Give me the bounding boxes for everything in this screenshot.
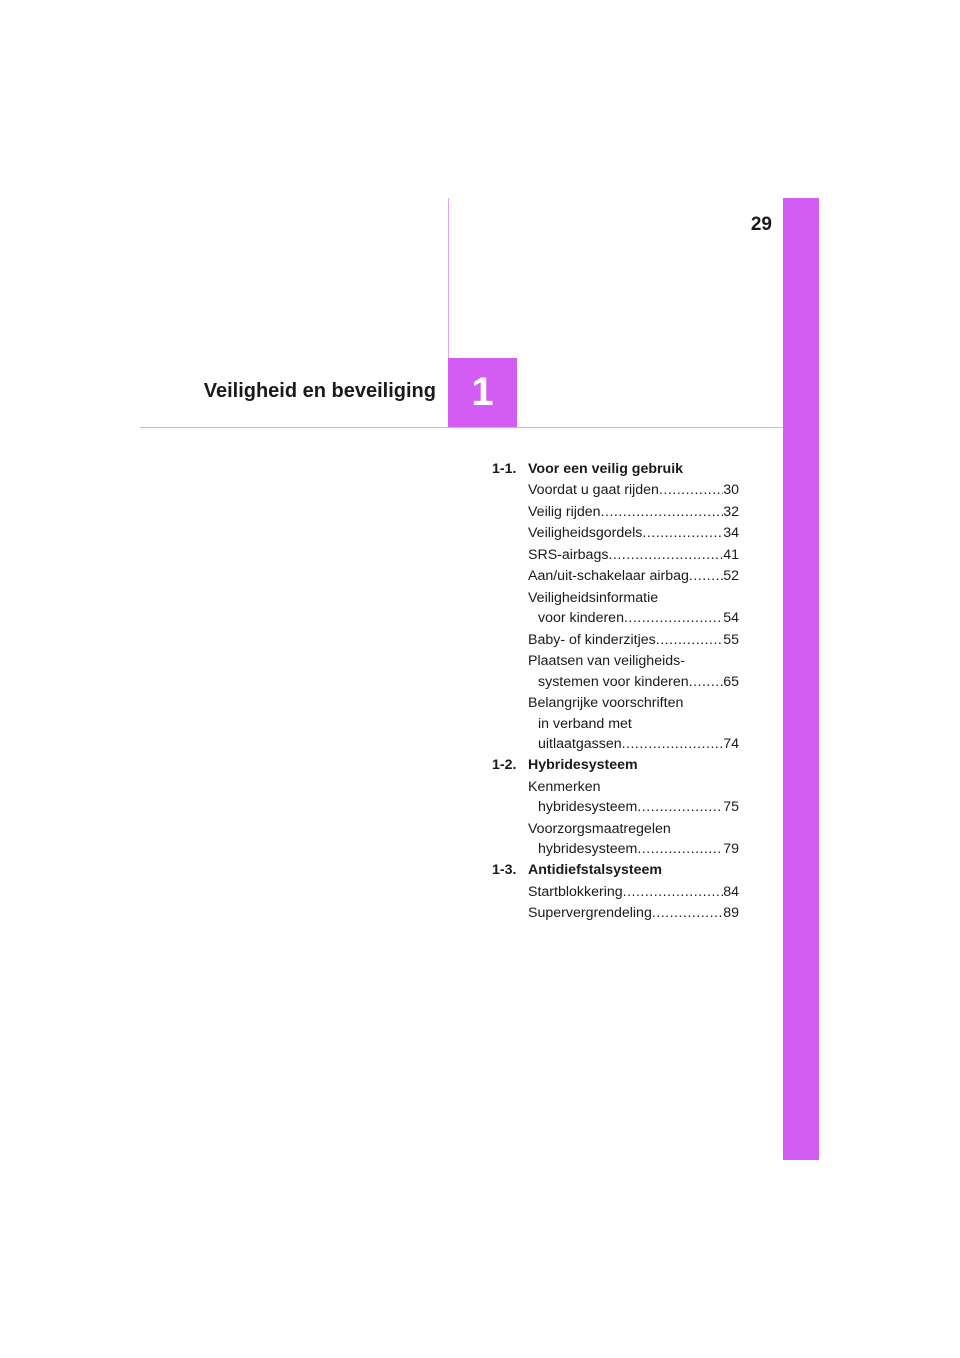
- toc-section-title: Antidiefstalsysteem: [528, 862, 663, 878]
- page-number: 29: [750, 214, 772, 235]
- toc-entry[interactable]: [528, 903, 739, 924]
- chapter-title: Veiligheid en beveiliging: [203, 380, 436, 402]
- toc-entry-text: Plaatsen van veiligheids-: [528, 653, 685, 669]
- toc-section-number: 1-1.: [492, 460, 517, 477]
- dot-leader: [656, 630, 723, 651]
- toc-entry-page: 34: [723, 525, 739, 541]
- toc-entry-text: Voordat u gaat rijden: [528, 482, 659, 498]
- toc-entry-page: 74: [723, 736, 739, 752]
- dot-leader: [642, 523, 723, 544]
- toc-entry-page: 30: [723, 482, 739, 498]
- toc-entry-text: uitlaatgassen: [538, 736, 622, 752]
- toc-entry-text: voor kinderen: [538, 610, 624, 626]
- toc-entry-text: Kenmerken: [528, 778, 601, 795]
- toc-entry-text: in verband met: [538, 715, 632, 732]
- toc-entry-page: 89: [723, 905, 739, 921]
- toc-entry-text: SRS-airbags: [528, 546, 609, 563]
- toc-section-heading[interactable]: [492, 755, 739, 776]
- toc-entry-text: Supervergrendeling: [528, 905, 652, 921]
- dot-leader: [637, 797, 723, 818]
- toc-entry-text: Startblokkering: [528, 883, 623, 900]
- horizontal-rule: [140, 427, 783, 428]
- toc-section-title: Hybridesysteem: [528, 757, 638, 773]
- toc-entry[interactable]: [528, 630, 739, 651]
- toc-entry-page: 75: [723, 799, 739, 815]
- toc-entry-page: 84: [723, 883, 739, 900]
- toc-entry-page: 41: [723, 546, 739, 563]
- toc-entry[interactable]: [528, 777, 739, 818]
- toc-entry-text: hybridesysteem: [538, 799, 638, 815]
- toc-entry-text: Belangrijke voorschriften: [528, 695, 684, 711]
- vertical-rule: [448, 198, 449, 358]
- dot-leader: [601, 502, 724, 523]
- toc-entry-page: 65: [723, 673, 739, 690]
- dot-leader: [624, 608, 723, 629]
- toc-section-number: 1-3.: [492, 862, 517, 878]
- toc-entry-page: 79: [723, 841, 739, 857]
- dot-leader: [689, 566, 723, 587]
- toc-entry[interactable]: [528, 480, 739, 501]
- dot-leader: [622, 734, 724, 755]
- toc-entry[interactable]: [528, 502, 739, 523]
- dot-leader: [659, 480, 723, 501]
- toc-section-title: Voor een veilig gebruik: [528, 460, 684, 477]
- toc-entry-text: Veiligheidsinformatie: [528, 589, 659, 606]
- toc-entry[interactable]: [528, 819, 739, 860]
- toc-entry-page: 52: [723, 568, 739, 584]
- toc-entry-page: 55: [723, 631, 739, 648]
- toc-entry-text: Aan/uit-schakelaar airbag: [528, 568, 689, 584]
- chapter-number-box: 1: [448, 358, 517, 427]
- toc-entry[interactable]: [528, 523, 739, 544]
- toc-entry-text: hybridesysteem: [538, 841, 638, 857]
- toc-entry-page: 32: [723, 503, 739, 520]
- toc-section-heading[interactable]: [492, 860, 739, 881]
- toc-entry[interactable]: [528, 882, 739, 903]
- dot-leader: [689, 672, 724, 693]
- toc-entry[interactable]: [528, 545, 739, 566]
- dot-leader: [608, 545, 723, 566]
- toc-entry-text: Veilig rijden: [528, 503, 601, 520]
- dot-leader: [623, 882, 724, 903]
- toc-entry-text: Veiligheidsgordels: [528, 525, 643, 541]
- chapter-side-tab: [783, 198, 819, 1160]
- toc-entry-text: systemen voor kinderen: [538, 673, 689, 690]
- toc-section-heading[interactable]: [492, 459, 739, 480]
- table-of-contents: [492, 458, 739, 924]
- toc-entry-text: Baby- of kinderzitjes: [528, 631, 656, 648]
- dot-leader: [637, 839, 723, 860]
- toc-entry-page: 54: [723, 610, 739, 626]
- dot-leader: [652, 903, 723, 924]
- toc-entry[interactable]: [528, 588, 739, 629]
- toc-entry[interactable]: [528, 651, 739, 692]
- toc-entry[interactable]: [528, 693, 739, 755]
- toc-entry[interactable]: [528, 566, 739, 587]
- toc-section-number: 1-2.: [492, 757, 517, 773]
- toc-entry-text: Voorzorgsmaatregelen: [528, 820, 671, 837]
